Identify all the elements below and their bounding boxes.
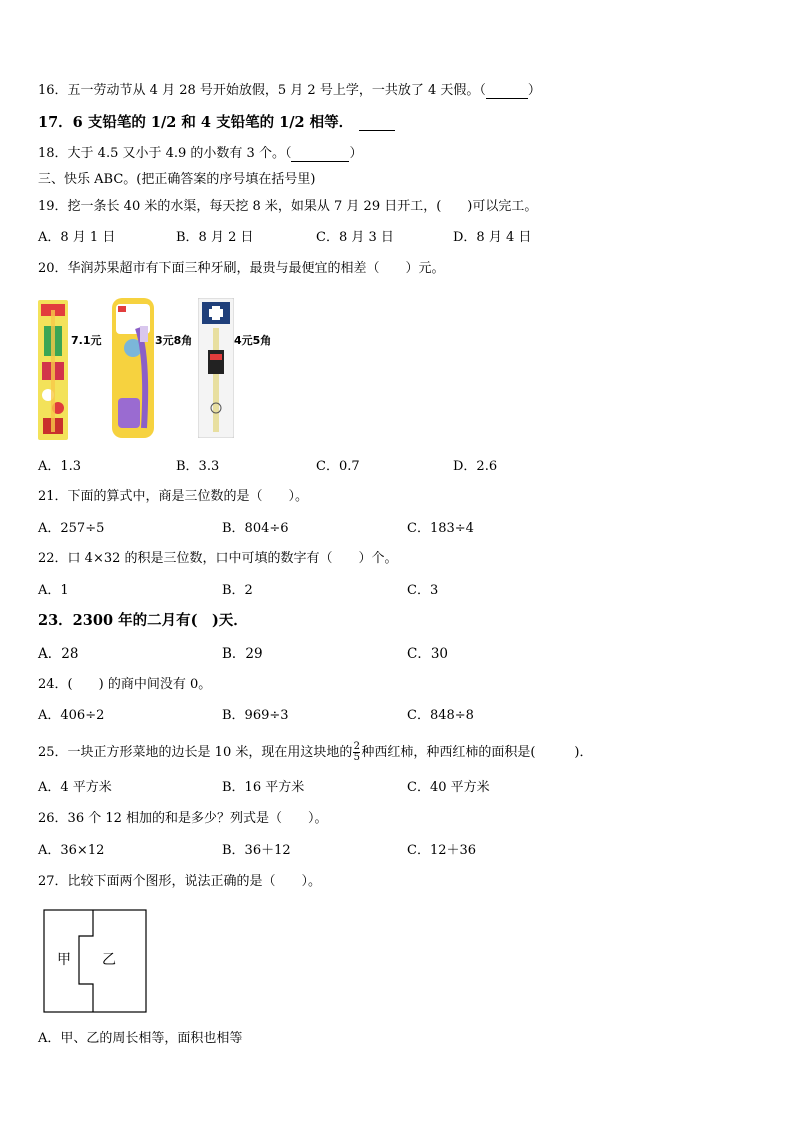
option-26-a[interactable]: A．36×12: [38, 843, 105, 858]
option-24-a[interactable]: A．406÷2: [38, 708, 105, 723]
toothbrush-3-image: [198, 298, 234, 438]
question-22-text: 22．口 4×32 的积是三位数，口中可填的数字有（ ）个。: [38, 551, 398, 566]
question-19-text: 19．挖一条长 40 米的水渠，每天挖 8 米，如果从 7 月 29 日开工，( )可以完工。: [38, 199, 538, 214]
toothbrush-3-price: 4元5角: [234, 334, 272, 347]
shape-label-yi: 乙: [102, 952, 116, 968]
option-19-c[interactable]: C．8 月 3 日: [316, 230, 394, 245]
question-25-text-before: 25．一块正方形菜地的边长是 10 米，现在用这块地的: [38, 745, 353, 760]
question-25-text-after: 种西红柿，种西红柿的面积是( )．: [361, 745, 593, 760]
option-19-a[interactable]: A．8 月 1 日: [38, 230, 116, 245]
question-16: [38, 83, 541, 99]
question-16-text: 16．五一劳动节从 4 月 28 号开始放假，5 月 2 号上学，一共放了 4 天假。（: [38, 83, 486, 98]
option-21-a[interactable]: A．257÷5: [38, 521, 105, 536]
option-23-a[interactable]: A．28: [38, 646, 79, 662]
question-20-text: 20．华润苏果超市有下面三种牙刷，最贵与最便宜的相差（ ）元。: [38, 261, 445, 276]
option-25-a[interactable]: A．4 平方米: [38, 780, 112, 795]
fraction-numerator: 2: [353, 741, 361, 752]
section-3-heading: 三、快乐 ABC。(把正确答案的序号填在括号里): [38, 172, 316, 187]
option-22-b[interactable]: B．2: [222, 583, 253, 598]
question-17: [38, 115, 395, 131]
option-25-b[interactable]: B．16 平方米: [222, 780, 305, 795]
option-20-b[interactable]: B．3.3: [176, 459, 220, 474]
option-27-a[interactable]: A．甲、乙的周长相等，面积也相等: [38, 1031, 243, 1046]
option-26-c[interactable]: C．12＋36: [407, 843, 477, 858]
option-19-d[interactable]: D．8 月 4 日: [453, 230, 532, 245]
fraction-denominator: 5: [353, 752, 361, 763]
question-27-text: 27．比较下面两个图形，说法正确的是（ ）。: [38, 874, 322, 889]
option-21-b[interactable]: B．804÷6: [222, 521, 289, 536]
option-19-b[interactable]: B．8 月 2 日: [176, 230, 254, 245]
option-22-a[interactable]: A．1: [38, 583, 69, 598]
option-24-b[interactable]: B．969÷3: [222, 708, 289, 723]
option-20-c[interactable]: C．0.7: [316, 459, 360, 474]
question-18-text: 18．大于 4.5 又小于 4.9 的小数有 3 个。（: [38, 146, 292, 161]
question-16-close: ）: [527, 83, 541, 98]
toothbrush-1-image: [38, 300, 68, 440]
option-21-c[interactable]: C．183÷4: [407, 521, 474, 536]
option-25-c[interactable]: C．40 平方米: [407, 780, 490, 795]
question-24-text: 24．( ) 的商中间没有 0。: [38, 677, 212, 692]
question-26-text: 26．36 个 12 相加的和是多少？列式是（ ）。: [38, 811, 328, 826]
option-20-a[interactable]: A．1.3: [38, 459, 82, 474]
toothbrush-1-price: 7.1元: [71, 334, 102, 347]
option-22-c[interactable]: C．3: [407, 583, 439, 598]
answer-blank-18[interactable]: [291, 148, 349, 162]
option-23-b[interactable]: B．29: [222, 646, 263, 662]
question-21-text: 21．下面的算式中，商是三位数的是（ ）。: [38, 489, 309, 504]
option-26-b[interactable]: B．36＋12: [222, 843, 291, 858]
option-23-c[interactable]: C．30: [407, 646, 449, 662]
question-25: [38, 742, 593, 763]
toothbrush-2-price: 3元8角: [155, 334, 193, 347]
question-18: [38, 146, 362, 162]
option-20-d[interactable]: D．2.6: [453, 459, 498, 474]
toothbrush-2-image: [112, 298, 154, 438]
question-17-text: 17．6 支铅笔的 1/2 和 4 支铅笔的 1/2 相等．: [38, 114, 354, 131]
answer-blank-16[interactable]: [486, 85, 528, 99]
fraction-two-fifths: [353, 742, 360, 763]
option-24-c[interactable]: C．848÷8: [407, 708, 474, 723]
shape-label-jia: 甲: [57, 952, 71, 968]
question-18-close: ）: [349, 146, 363, 161]
answer-blank-17[interactable]: [359, 117, 395, 131]
question-23-text: 23．2300 年的二月有( )天．: [38, 612, 248, 629]
